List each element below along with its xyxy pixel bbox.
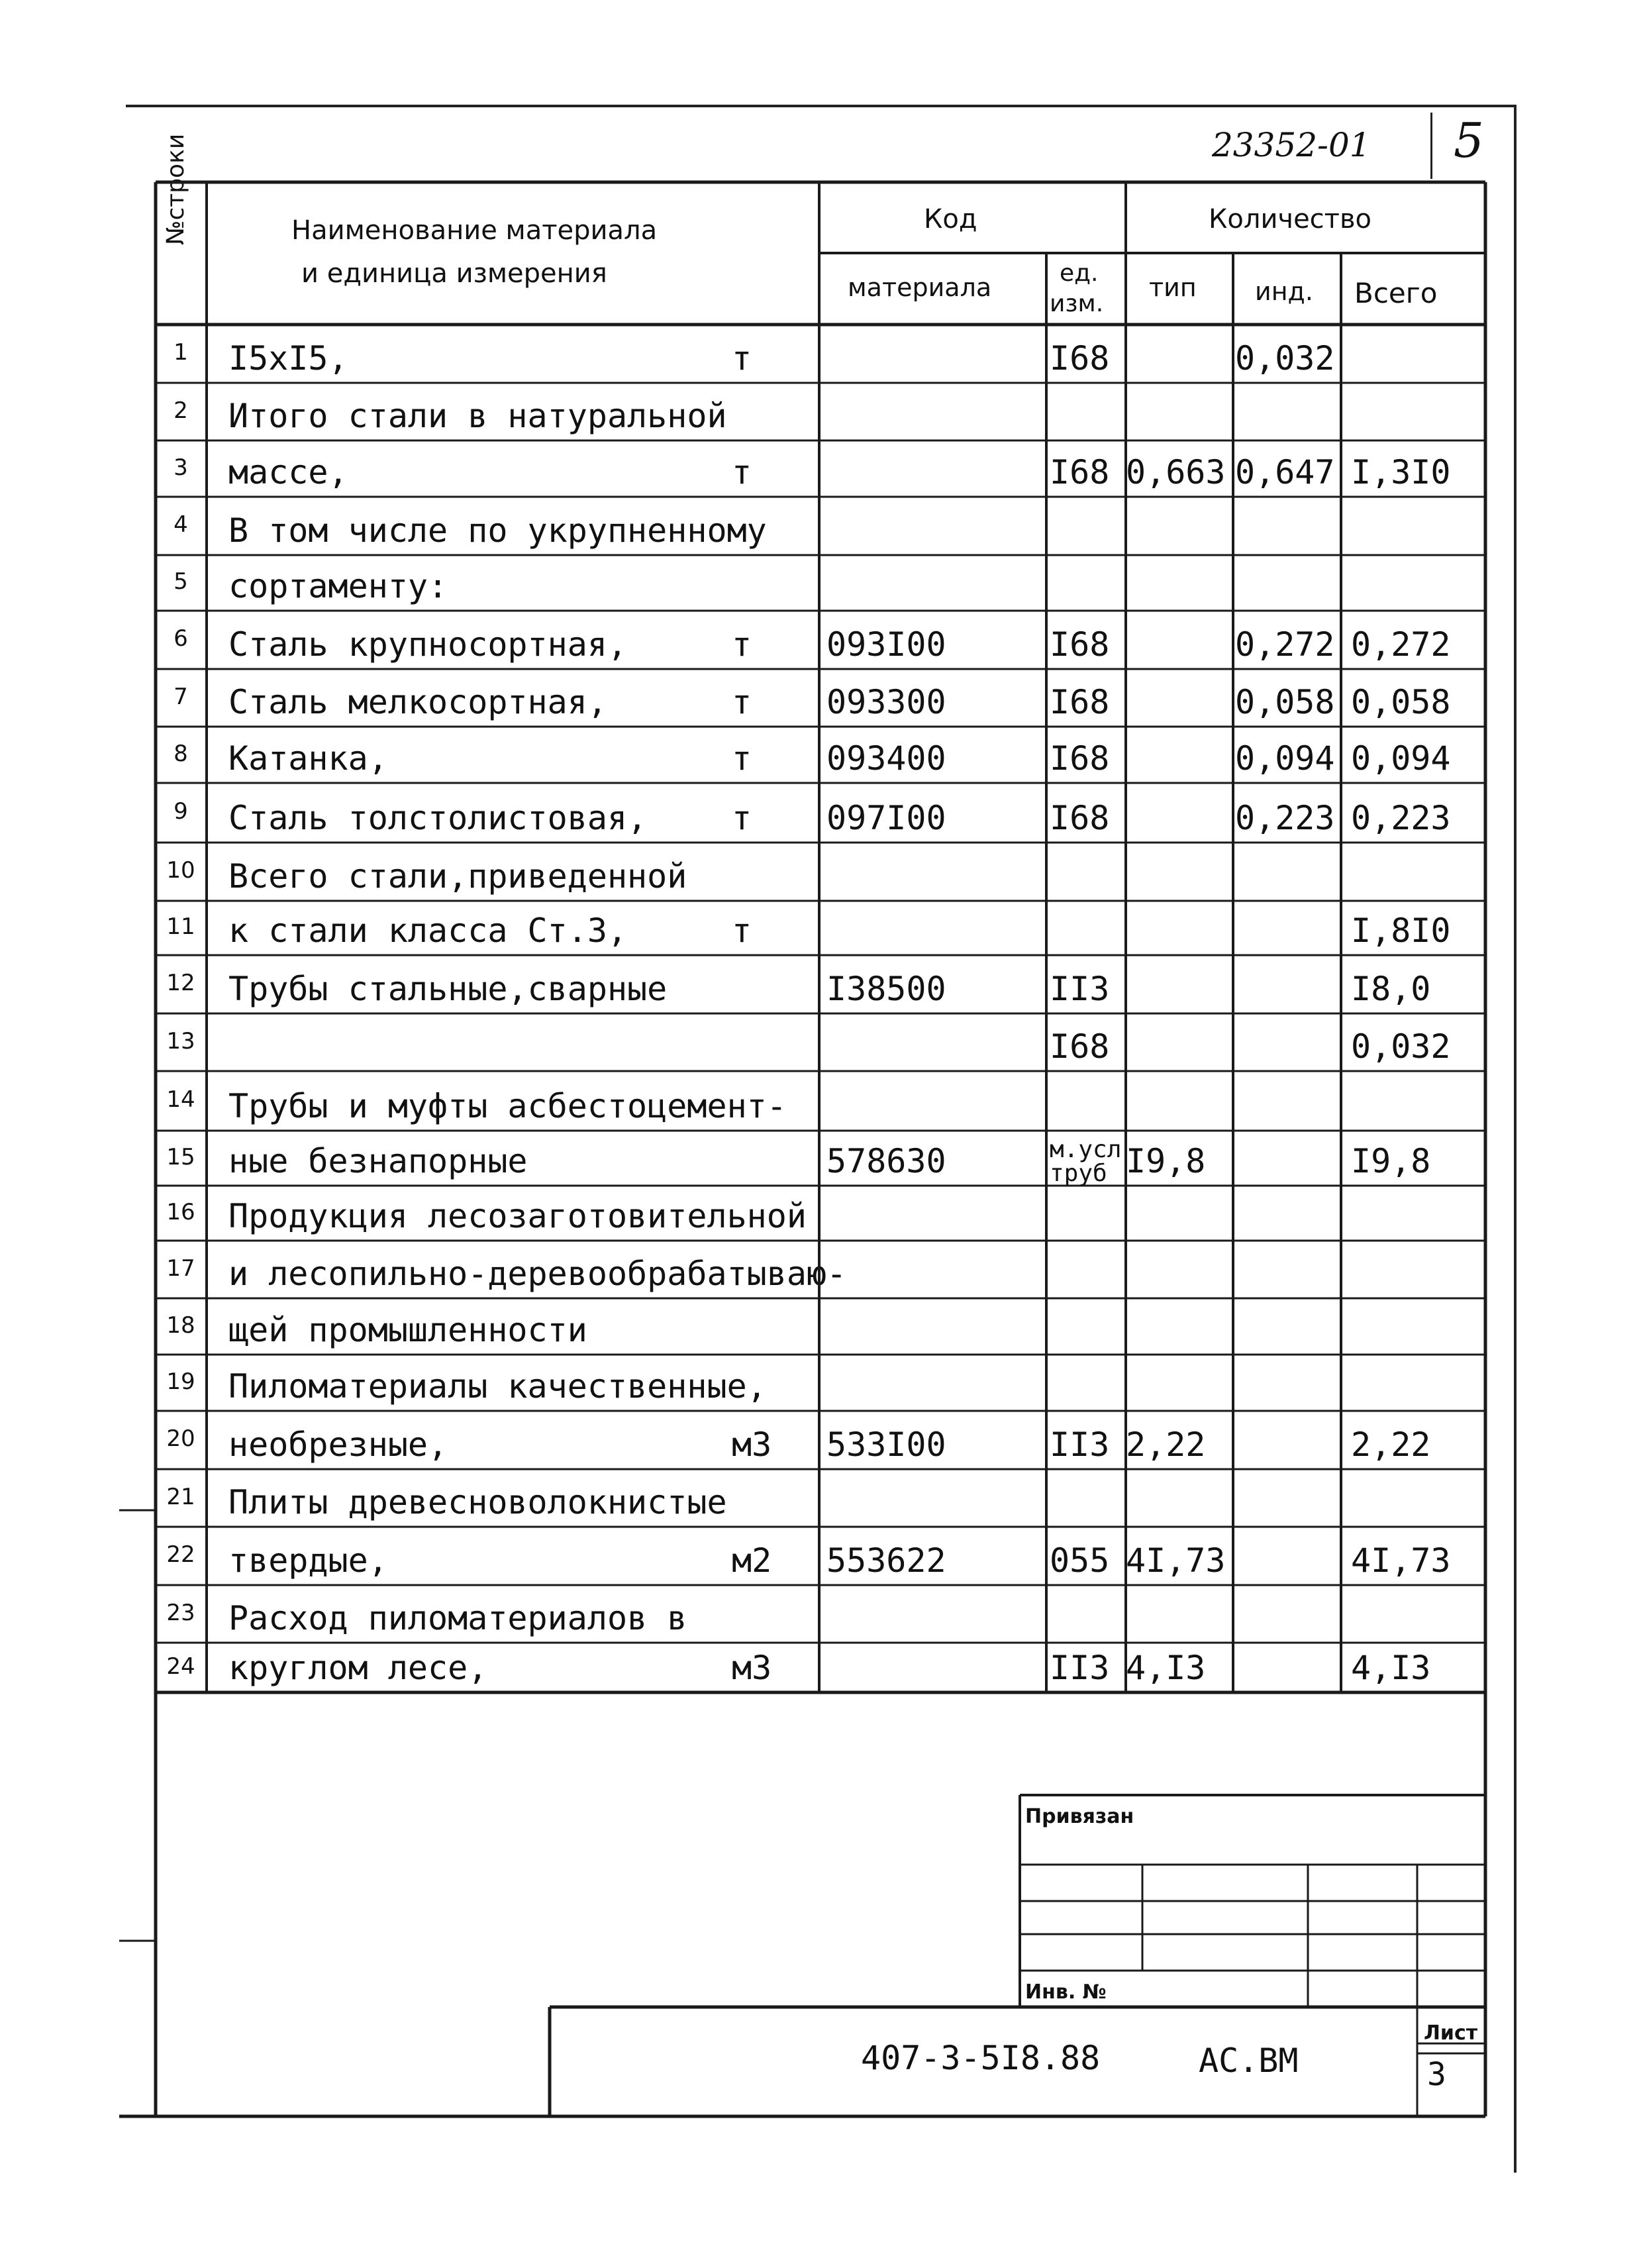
row-number: 18	[166, 1312, 195, 1339]
row-name: Всего стали,приведенной	[228, 857, 687, 896]
row-unit-code: II3	[1050, 1425, 1110, 1464]
row-number: 7	[174, 683, 188, 710]
row-qty-total: I,3I0	[1351, 453, 1451, 491]
row-qty-total: 0,272	[1351, 625, 1451, 664]
row-number: 21	[166, 1483, 195, 1510]
document-code: 407-3-5I8.88	[861, 2039, 1101, 2077]
row-unit-code: I68	[1050, 453, 1110, 491]
row-material-code: I38500	[826, 970, 946, 1008]
col-unit-header-line2: изм.	[1050, 290, 1104, 317]
row-material-code: 553622	[826, 1541, 946, 1580]
privyazan-label: Привязан	[1025, 1805, 1134, 1828]
row-name: I5xI5,	[228, 339, 348, 378]
row-qty-total: 4I,73	[1351, 1541, 1451, 1580]
row-number: 20	[166, 1425, 195, 1452]
row-number: 1	[174, 339, 188, 366]
row-material-code: 578630	[826, 1142, 946, 1180]
row-number: 8	[174, 740, 188, 767]
row-unit-code: м.усл труб	[1050, 1136, 1122, 1187]
row-unit-symbol: м3	[732, 1425, 772, 1464]
col-material-header: материала	[848, 273, 992, 302]
row-unit-symbol: т	[732, 339, 752, 378]
row-qty-total: 0,032	[1351, 1027, 1451, 1066]
row-material-code: 097I00	[826, 799, 946, 837]
row-number: 10	[166, 857, 195, 884]
row-name: Итого стали в натуральной	[228, 397, 727, 435]
row-name: Сталь крупносортная,	[228, 625, 628, 664]
row-unit-symbol: м3	[732, 1649, 772, 1687]
row-number: 4	[174, 511, 188, 538]
row-name: сортаменту:	[228, 567, 448, 605]
row-qty-type: 2,22	[1126, 1425, 1206, 1464]
row-qty-total: 4,I3	[1351, 1649, 1431, 1687]
col-ind-header: инд.	[1255, 277, 1313, 306]
row-unit-symbol: т	[732, 625, 752, 664]
row-name: необрезные,	[228, 1425, 448, 1464]
row-unit-symbol: т	[732, 453, 752, 491]
row-number: 3	[174, 454, 188, 481]
row-qty-total: 0,058	[1351, 683, 1451, 721]
col-rownum-header: №строки	[162, 133, 189, 245]
row-number: 17	[166, 1255, 195, 1282]
row-material-code: 093300	[826, 683, 946, 721]
row-qty-ind: 0,223	[1235, 799, 1335, 837]
col-unit-header-line1: ед.	[1060, 260, 1099, 287]
row-name: круглом лесе,	[228, 1649, 488, 1687]
row-unit-code: I68	[1050, 683, 1110, 721]
row-unit-symbol: м2	[732, 1541, 772, 1580]
row-qty-total: I8,0	[1351, 970, 1431, 1008]
row-qty-total: 0,223	[1351, 799, 1451, 837]
row-qty-ind: 0,058	[1235, 683, 1335, 721]
doc-number-handwritten: 23352-01	[1212, 126, 1371, 164]
document-mark: АС.ВМ	[1199, 2041, 1299, 2080]
row-material-code: 093I00	[826, 625, 946, 664]
col-total-header: Всего	[1354, 277, 1438, 309]
row-number: 6	[174, 625, 188, 652]
row-qty-ind: 0,272	[1235, 625, 1335, 664]
row-unit-symbol: т	[732, 799, 752, 837]
row-name: Плиты древесноволокнистые	[228, 1483, 727, 1521]
row-number: 9	[174, 798, 188, 825]
row-name: Пиломатериалы качественные,	[228, 1367, 767, 1406]
row-number: 2	[174, 397, 188, 424]
row-number: 11	[166, 913, 195, 940]
row-number: 23	[166, 1599, 195, 1626]
row-unit-code: II3	[1050, 970, 1110, 1008]
row-unit-code: I68	[1050, 799, 1110, 837]
row-material-code: 093400	[826, 739, 946, 778]
row-qty-type: 4,I3	[1126, 1649, 1206, 1687]
col-name-header-line2: и единица измерения	[301, 258, 607, 289]
row-qty-type: 4I,73	[1126, 1541, 1226, 1580]
row-name: Продукция лесозаготовительной	[228, 1197, 807, 1235]
row-name: твердые,	[228, 1541, 388, 1580]
row-name: Сталь мелкосортная,	[228, 683, 607, 721]
row-unit-code: II3	[1050, 1649, 1110, 1687]
row-qty-ind: 0,647	[1235, 453, 1335, 491]
col-name-header-line1: Наименование материала	[291, 215, 658, 246]
row-number: 16	[166, 1198, 195, 1225]
row-name: В том числе по укрупненному	[228, 511, 767, 550]
row-qty-total: 2,22	[1351, 1425, 1431, 1464]
row-qty-type: 0,663	[1126, 453, 1226, 491]
row-name: к стали класса Ст.3,	[228, 911, 628, 950]
row-unit-symbol: т	[732, 739, 752, 778]
row-unit-code: I68	[1050, 339, 1110, 378]
row-name: массе,	[228, 453, 348, 491]
row-unit-symbol: т	[732, 911, 752, 950]
row-qty-ind: 0,094	[1235, 739, 1335, 778]
row-qty-total: 0,094	[1351, 739, 1451, 778]
inv-no-label: Инв. №	[1025, 1981, 1107, 2004]
row-qty-type: I9,8	[1126, 1142, 1206, 1180]
row-name: Трубы и муфты асбестоцемент-	[228, 1087, 787, 1125]
row-number: 12	[166, 970, 195, 996]
row-unit-symbol: т	[732, 683, 752, 721]
sheet-label: Лист	[1424, 2022, 1478, 2045]
sheet-number: 3	[1427, 2056, 1446, 2093]
row-unit-code: I68	[1050, 739, 1110, 778]
row-unit-code: I68	[1050, 1027, 1110, 1066]
col-qty-header: Количество	[1209, 204, 1372, 234]
row-unit-code: 055	[1050, 1541, 1110, 1580]
row-name: Сталь толстолистовая,	[228, 799, 648, 837]
row-name: щей промышленности	[228, 1311, 587, 1349]
row-name: Трубы стальные,сварные	[228, 970, 668, 1008]
row-material-code: 533I00	[826, 1425, 946, 1464]
row-number: 24	[166, 1653, 195, 1680]
row-number: 22	[166, 1541, 195, 1568]
row-qty-total: I9,8	[1351, 1142, 1431, 1180]
col-code-header: Код	[924, 204, 977, 234]
page-number-handwritten: 5	[1454, 113, 1484, 168]
row-name: ные безнапорные	[228, 1142, 528, 1180]
row-name: Расход пиломатериалов в	[228, 1599, 687, 1637]
row-number: 15	[166, 1143, 195, 1170]
row-name: и лесопильно-деревообрабатываю-	[228, 1255, 847, 1293]
row-number: 5	[174, 568, 188, 595]
row-qty-total: I,8I0	[1351, 911, 1451, 950]
col-type-header: тип	[1149, 273, 1197, 302]
row-qty-ind: 0,032	[1235, 339, 1335, 378]
row-number: 13	[166, 1027, 195, 1055]
row-number: 14	[166, 1086, 195, 1113]
row-number: 19	[166, 1368, 195, 1395]
row-name: Катанка,	[228, 739, 388, 778]
row-unit-code: I68	[1050, 625, 1110, 664]
